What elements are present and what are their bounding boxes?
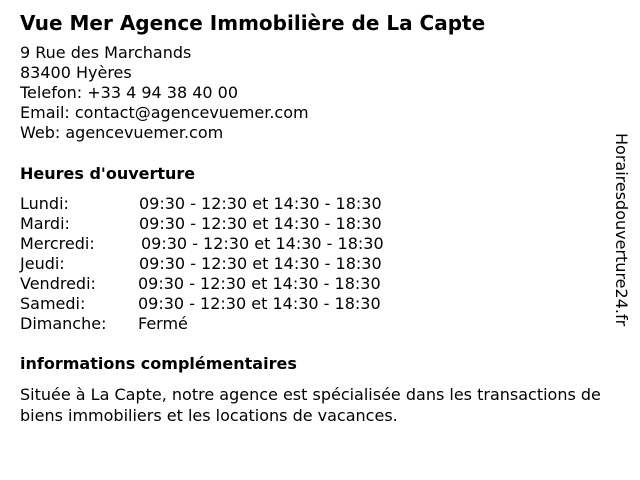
time-value: Fermé <box>138 314 188 333</box>
page-title: Vue Mer Agence Immobilière de La Capte <box>20 11 486 35</box>
day-label: Mercredi: <box>20 234 95 253</box>
info-heading: informations complémentaires <box>20 354 297 373</box>
hours-row <box>20 214 440 234</box>
hours-row <box>20 234 440 254</box>
site-watermark: Horairesdouverture24.fr <box>612 133 631 327</box>
time-value: 09:30 - 12:30 et 14:30 - 18:30 <box>139 194 382 213</box>
day-label: Jeudi: <box>20 254 65 273</box>
time-value: 09:30 - 12:30 et 14:30 - 18:30 <box>138 294 381 313</box>
time-value: 09:30 - 12:30 et 14:30 - 18:30 <box>139 254 382 273</box>
hours-row <box>20 294 440 314</box>
day-label: Mardi: <box>20 214 70 233</box>
day-label: Vendredi: <box>20 274 96 293</box>
hours-row <box>20 254 440 274</box>
day-label: Samedi: <box>20 294 86 313</box>
hours-row <box>20 274 440 294</box>
day-label: Dimanche: <box>20 314 107 333</box>
address-street: 9 Rue des Marchands <box>20 43 192 62</box>
hours-heading: Heures d'ouverture <box>20 164 196 183</box>
hours-table <box>20 194 440 334</box>
hours-row <box>20 314 440 334</box>
contact-block <box>20 43 309 143</box>
info-description: Située à La Capte, notre agence est spécialisée dans les transactions de biens immobiliers et les locations de vacances. <box>20 385 601 425</box>
address-city: 83400 Hyères <box>20 63 132 82</box>
email-text: Email: contact@agencevuemer.com <box>20 103 309 122</box>
hours-row <box>20 194 440 214</box>
phone-text: Telefon: +33 4 94 38 40 00 <box>20 83 239 102</box>
time-value: 09:30 - 12:30 et 14:30 - 18:30 <box>141 234 384 253</box>
day-label: Lundi: <box>20 194 69 213</box>
time-value: 09:30 - 12:30 et 14:30 - 18:30 <box>139 214 382 233</box>
web-text: Web: agencevuemer.com <box>20 123 224 142</box>
time-value: 09:30 - 12:30 et 14:30 - 18:30 <box>138 274 381 293</box>
